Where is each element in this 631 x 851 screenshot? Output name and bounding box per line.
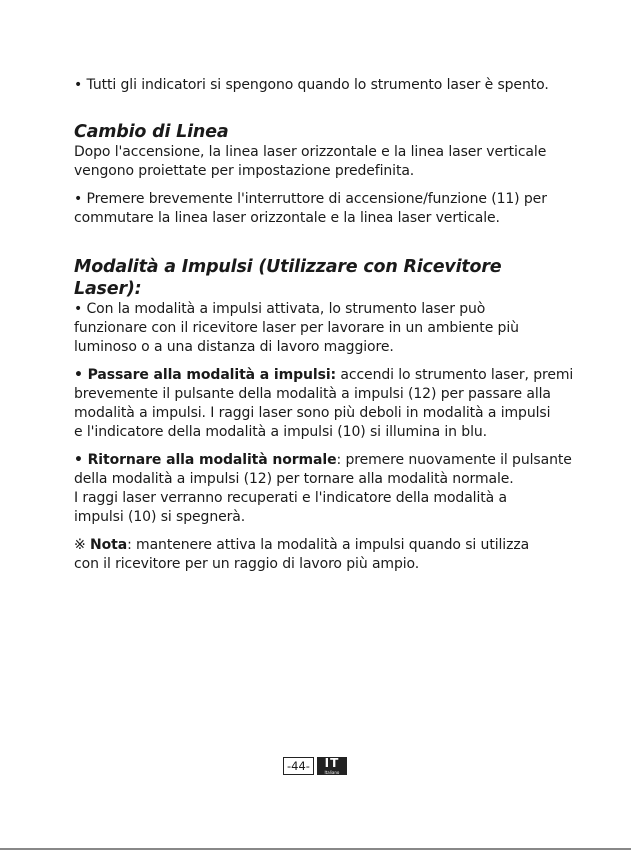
pulse-mode-intro: • Con la modalità a impulsi attivata, lo strumento laser può funzionare con il ricevitore laser per lavorare in un ambiente più luminoso o a una distanza di lavoro maggiore.	[74, 301, 519, 355]
normal-mode-return-label: • Ritornare alla modalità normale	[74, 452, 337, 468]
normal-mode-return-paragraph	[74, 451, 574, 527]
line-change-switch-paragraph: • Premere brevemente l'interruttore di accensione/funzione (11) per commutare la linea laser orizzontale e la linea laser verticale.	[74, 191, 547, 226]
heading-pulse-mode: Modalità a Impulsi (Utilizzare con Ricevitore Laser):	[74, 257, 502, 299]
note-paragraph	[74, 536, 574, 574]
pulse-mode-enter-label: • Passare alla modalità a impulsi:	[74, 367, 337, 383]
note-symbol-icon: ※	[74, 537, 90, 553]
note-text: : mantenere attiva la modalità a impulsi quando si utilizza con il ricevitore per un raggio di lavoro più ampio.	[74, 537, 530, 572]
heading-line-change: Cambio di Linea	[74, 122, 229, 142]
page-footer	[283, 757, 347, 775]
language-badge	[317, 757, 347, 775]
normal-mode-return-text: : premere nuovamente il pulsante della modalità a impulsi (12) per tornare alla modalità normale. I raggi laser verranno recuperati e l'indicatore della modalità a impulsi (10) si spegnerà.	[74, 452, 572, 525]
language-code: IT	[324, 756, 340, 770]
intro-text: • Tutti gli indicatori si spengono quando lo strumento laser è spento.	[74, 77, 549, 93]
page-number: -44-	[283, 757, 314, 775]
page-bottom-rule	[0, 848, 631, 850]
pulse-mode-enter-text: accendi lo strumento laser, premi brevemente il pulsante della modalità a impulsi (12) per passare alla modalità a impulsi. I raggi laser sono più deboli in modalità a impulsi e l'indicatore della modalità a impulsi (10) si illumina in blu.	[74, 367, 574, 440]
page-content	[74, 76, 574, 574]
pulse-mode-enter-paragraph	[74, 366, 574, 442]
language-name: Italiano	[324, 770, 340, 775]
note-label: Nota	[89, 537, 128, 553]
line-change-paragraph: Dopo l'accensione, la linea laser orizzontale e la linea laser verticale vengono proiettate per impostazione predefinita.	[74, 144, 547, 179]
